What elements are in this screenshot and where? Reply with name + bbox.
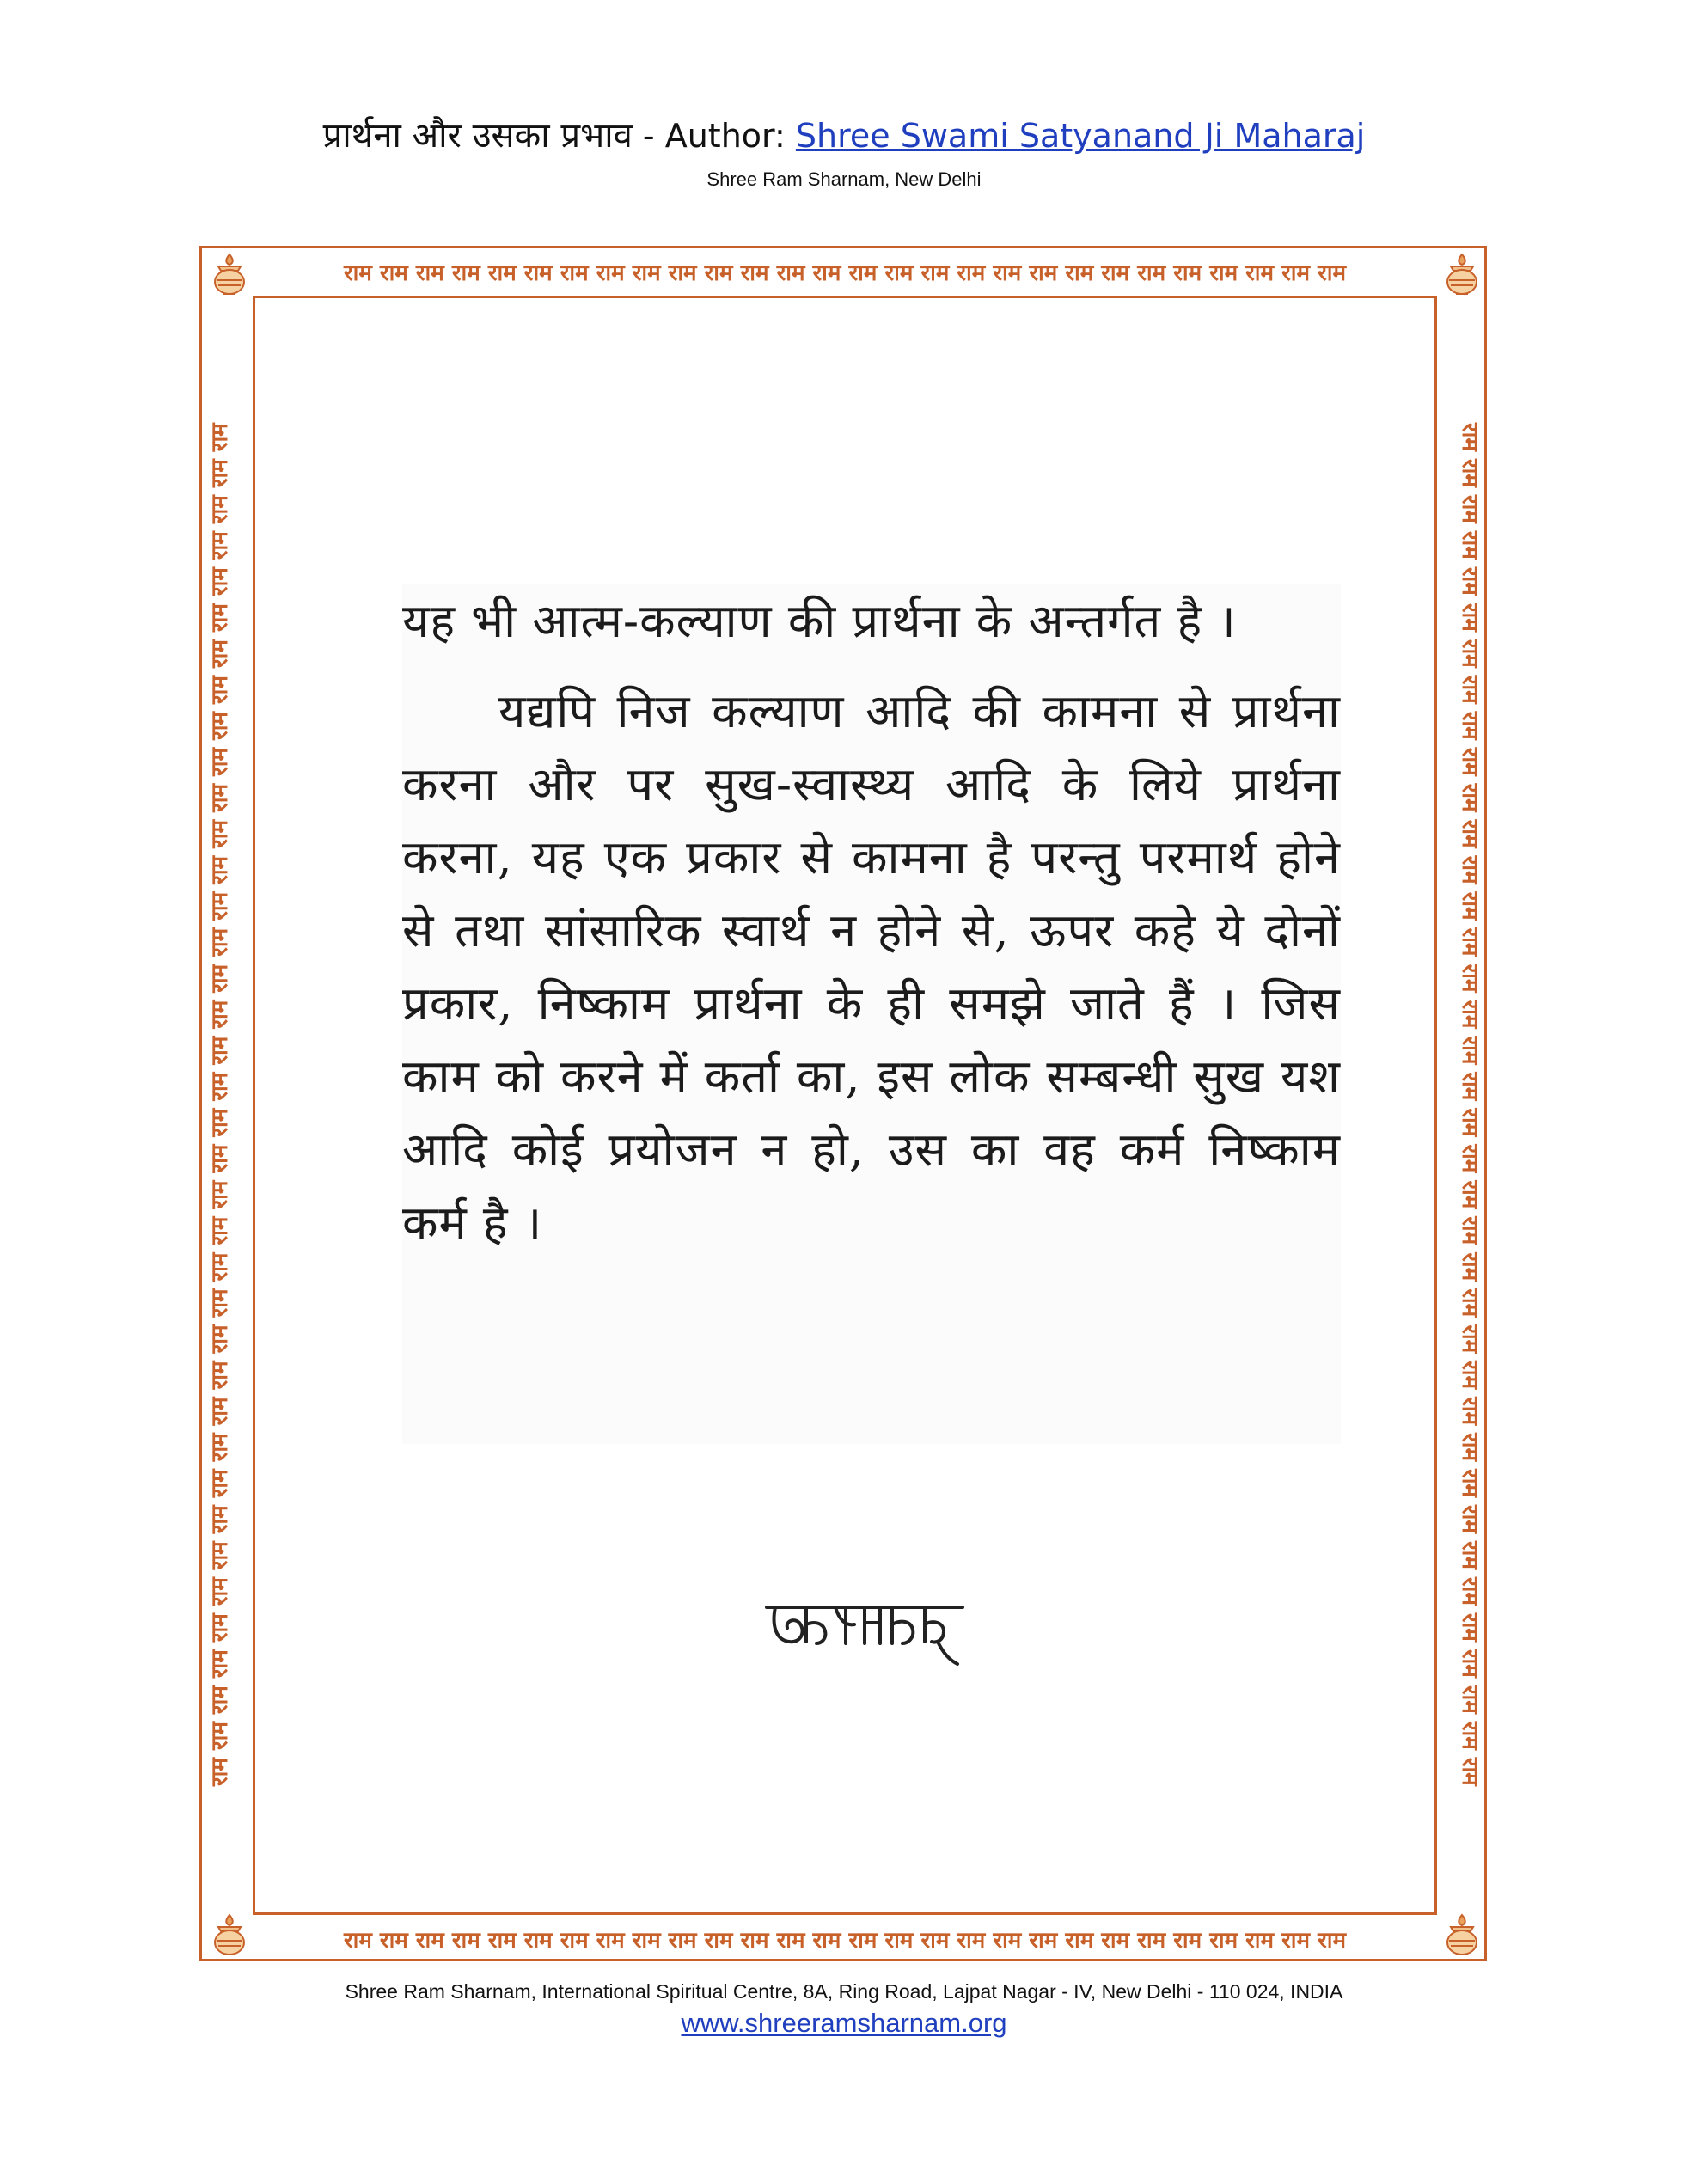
kalash-icon xyxy=(1439,1912,1485,1958)
page-subtitle: Shree Ram Sharnam, New Delhi xyxy=(706,168,982,190)
author-prefix: - Author: xyxy=(642,117,786,155)
footer-address: Shree Ram Sharnam, International Spiritual Centre, 8A, Ring Road, Lajpat Nagar - IV, New Delhi - 110 024, INDIA xyxy=(345,1980,1343,2003)
border-bottom-ram: राम राम राम राम राम राम राम राम राम राम राम राम राम राम राम राम राम राम राम राम राम राम राम राम राम राम राम राम xyxy=(343,1928,1347,1954)
signature xyxy=(756,1581,980,1676)
border-right-ram: राम राम राम राम राम राम राम राम राम राम राम राम राम राम राम राम राम राम राम राम राम राम राम राम राम राम राम राम राम राम राम राम राम राम राम राम राम राम xyxy=(1457,423,1483,1786)
page-title: प्रार्थना और उसका प्रभाव xyxy=(322,116,633,156)
footer-website xyxy=(0,2008,1688,2039)
author-link[interactable]: Shree Swami Satyanand Ji Maharaj xyxy=(795,117,1366,155)
website-link[interactable]: www.shreeramsharnam.org xyxy=(681,2008,1007,2038)
paragraph-2: यद्यपि निज कल्याण आदि की कामना से प्रार्थना करना और पर सुख-स्वास्थ्य आदि के लिये प्रार्थना करना, यह एक प्रकार से कामना है परन्तु परमार्थ होने से तथा सांसारिक स्वार्थ न होने से, ऊपर कहे ये दोनों प्रकार, निष्काम प्रार्थना के ही समझे जाते हैं । जिस काम को करने में कर्ता का, इस लोक सम्बन्धी सुख यश आदि कोई प्रयोजन न हो, उस का वह कर्म निष्काम कर्म है । xyxy=(402,684,1341,1250)
page-header xyxy=(0,110,1688,157)
paragraph-1: यह भी आत्म-कल्याण की प्रार्थना के अन्तर्गत है । xyxy=(402,594,1237,648)
border-left-ram: राम राम राम राम राम राम राम राम राम राम राम राम राम राम राम राम राम राम राम राम राम राम राम राम राम राम राम राम राम राम राम राम राम राम राम राम राम राम xyxy=(207,423,233,1786)
scanned-text-block xyxy=(402,584,1341,1444)
border-top-ram: राम राम राम राम राम राम राम राम राम राम राम राम राम राम राम राम राम राम राम राम राम राम राम राम राम राम राम राम xyxy=(343,260,1347,286)
kalash-icon xyxy=(206,1912,253,1958)
kalash-icon xyxy=(1439,251,1485,297)
kalash-icon xyxy=(206,251,253,297)
